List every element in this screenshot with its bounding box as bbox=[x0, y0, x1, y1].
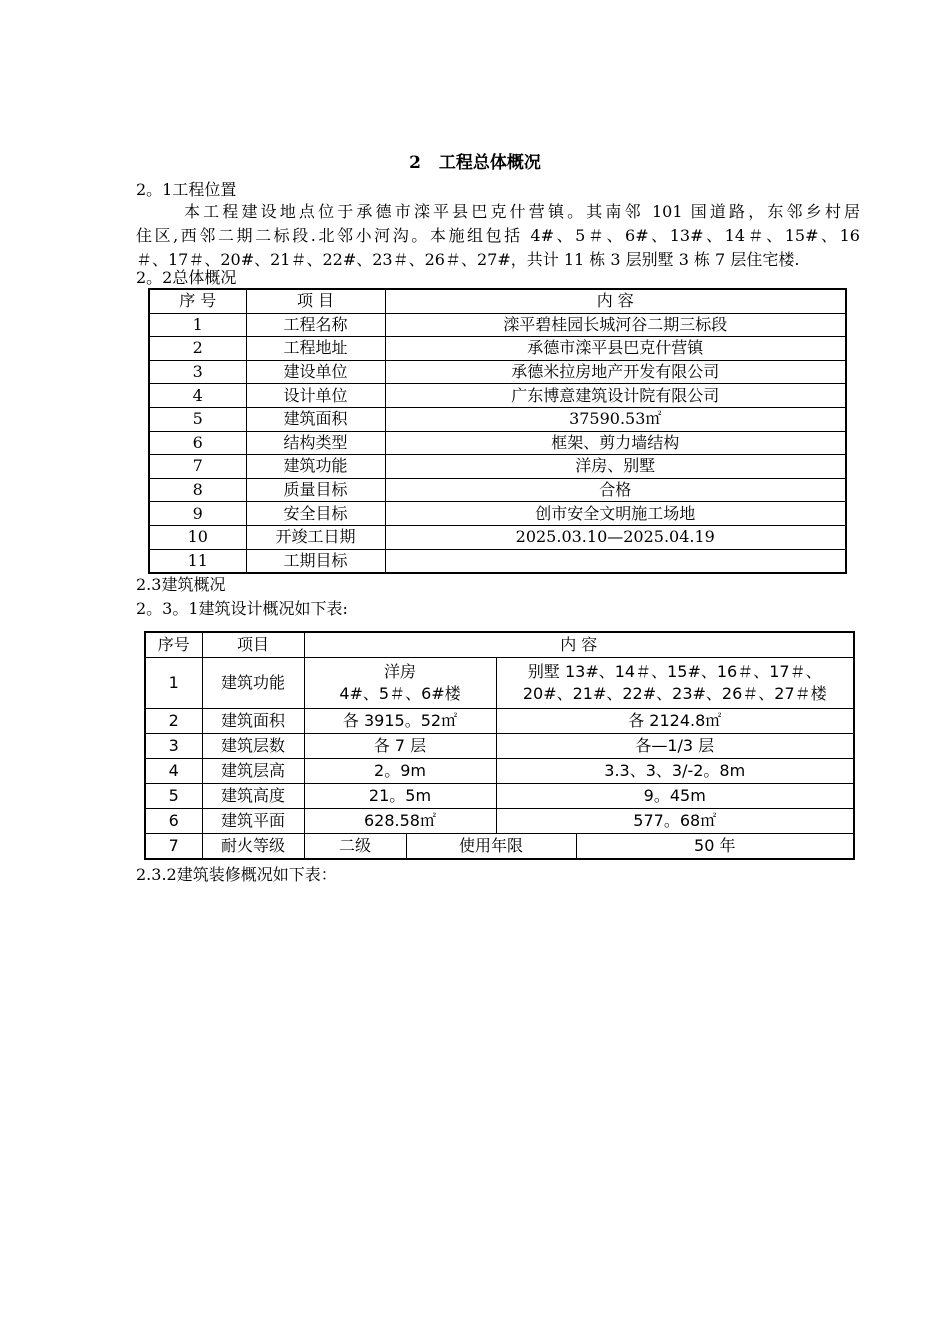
table-cell: 工期目标 bbox=[246, 549, 385, 573]
table-cell: 7 bbox=[149, 455, 246, 479]
table-cell: 建筑面积 bbox=[246, 407, 385, 431]
table-cell: 各 3915。52㎡ bbox=[304, 709, 496, 734]
table-row bbox=[145, 658, 854, 709]
table-cell: 50 年 bbox=[576, 834, 854, 860]
cell-line: 洋房 bbox=[383, 662, 416, 681]
table-cell: 建筑高度 bbox=[202, 784, 304, 809]
table-cell bbox=[496, 658, 854, 709]
table-cell: 2 bbox=[145, 709, 202, 734]
paragraph-line: 本工程建设地点位于承德市滦平县巴克什营镇。其南邻 101 国道路，东邻乡村居 bbox=[184, 202, 860, 221]
table-cell: 10 bbox=[149, 525, 246, 549]
table-row bbox=[149, 455, 846, 479]
table-cell: 37590.53㎡ bbox=[385, 407, 846, 431]
table-cell: 6 bbox=[149, 431, 246, 455]
table-cell: 8 bbox=[149, 478, 246, 502]
table-cell: 滦平碧桂园长城河谷二期三标段 bbox=[385, 313, 846, 337]
table-cell: 建筑面积 bbox=[202, 709, 304, 734]
table-row bbox=[149, 384, 846, 408]
table-header-row bbox=[149, 289, 846, 313]
table-cell: 创市安全文明施工场地 bbox=[385, 502, 846, 526]
table-cell: 耐火等级 bbox=[202, 834, 304, 860]
table-cell: 承德米拉房地产开发有限公司 bbox=[385, 360, 846, 384]
table-row bbox=[145, 809, 854, 834]
table-cell: 建筑平面 bbox=[202, 809, 304, 834]
header-cell: 项 目 bbox=[246, 289, 385, 313]
table-cell: 建筑层高 bbox=[202, 759, 304, 784]
table-cell: 安全目标 bbox=[246, 502, 385, 526]
table-cell: 各 2124.8㎡ bbox=[496, 709, 854, 734]
table-cell: 设计单位 bbox=[246, 384, 385, 408]
paragraph-line: 住区,西邻二期二标段.北邻小河沟。本施组包括 4#、5＃、6#、13#、14＃、15#、16 bbox=[136, 226, 860, 245]
table-cell: 二级 bbox=[304, 834, 406, 860]
table-cell: 9。45m bbox=[496, 784, 854, 809]
heading-2-3-1: 2。3。1建筑设计概况如下表: bbox=[136, 599, 348, 618]
cell-line: 4#、5＃、6#楼 bbox=[339, 684, 461, 703]
table-row bbox=[145, 834, 854, 860]
overview-table bbox=[148, 288, 847, 574]
table-cell: 承德市滦平县巴克什营镇 bbox=[385, 337, 846, 361]
table-cell: 7 bbox=[145, 834, 202, 860]
table-row bbox=[149, 431, 846, 455]
table-cell: 5 bbox=[149, 407, 246, 431]
table-cell: 21。5m bbox=[304, 784, 496, 809]
table-cell: 各—1/3 层 bbox=[496, 734, 854, 759]
table-row bbox=[149, 313, 846, 337]
section-title bbox=[0, 148, 950, 173]
table-cell: 628.58㎡ bbox=[304, 809, 496, 834]
paragraph-line: ＃、17＃、20#、21＃、22#、23＃、26＃、27#，共计 11 栋 3 层别墅 3 栋 7 层住宅楼. bbox=[136, 250, 800, 269]
table-cell: 3 bbox=[145, 734, 202, 759]
table-cell: 开竣工日期 bbox=[246, 525, 385, 549]
table-cell: 工程名称 bbox=[246, 313, 385, 337]
table-row bbox=[145, 759, 854, 784]
heading-2-3: 2.3建筑概况 bbox=[136, 575, 226, 594]
table-cell: 3 bbox=[149, 360, 246, 384]
table-cell: 建筑功能 bbox=[202, 658, 304, 709]
table-cell: 洋房、别墅 bbox=[385, 455, 846, 479]
table-cell: 使用年限 bbox=[406, 834, 576, 860]
table-cell bbox=[304, 658, 496, 709]
table-cell: 1 bbox=[149, 313, 246, 337]
location-paragraph bbox=[136, 200, 860, 272]
design-table bbox=[144, 631, 855, 860]
table-cell: 建筑层数 bbox=[202, 734, 304, 759]
table-cell: 2 bbox=[149, 337, 246, 361]
header-cell: 序号 bbox=[145, 632, 202, 658]
table-cell: 11 bbox=[149, 549, 246, 573]
table-cell: 4 bbox=[149, 384, 246, 408]
table-cell: 2025.03.10—2025.04.19 bbox=[385, 525, 846, 549]
table-row bbox=[149, 502, 846, 526]
table-row bbox=[149, 337, 846, 361]
table-cell: 结构类型 bbox=[246, 431, 385, 455]
table-cell: 建设单位 bbox=[246, 360, 385, 384]
header-cell: 项目 bbox=[202, 632, 304, 658]
table-row bbox=[149, 360, 846, 384]
table-cell: 建筑功能 bbox=[246, 455, 385, 479]
table-row bbox=[145, 734, 854, 759]
table-cell: 2。9m bbox=[304, 759, 496, 784]
heading-2-1: 2。1工程位置 bbox=[136, 180, 237, 199]
table-row bbox=[145, 709, 854, 734]
cell-line: 别墅 13#、14＃、15#、16＃、17＃、 bbox=[527, 662, 822, 681]
table-cell: 框架、剪力墙结构 bbox=[385, 431, 846, 455]
heading-2-3-2: 2.3.2建筑装修概况如下表： bbox=[136, 865, 337, 884]
table-cell: 质量目标 bbox=[246, 478, 385, 502]
table-row bbox=[149, 549, 846, 573]
table-row bbox=[145, 784, 854, 809]
table-row bbox=[149, 525, 846, 549]
table-cell: 合格 bbox=[385, 478, 846, 502]
table-header-row bbox=[145, 632, 854, 658]
table-cell: 1 bbox=[145, 658, 202, 709]
section-title-text: 工程总体概况 bbox=[438, 153, 541, 173]
table-cell: 6 bbox=[145, 809, 202, 834]
table-cell bbox=[385, 549, 846, 573]
table-cell: 4 bbox=[145, 759, 202, 784]
header-cell: 序 号 bbox=[149, 289, 246, 313]
header-cell: 内 容 bbox=[304, 632, 854, 658]
table-cell: 各 7 层 bbox=[304, 734, 496, 759]
table-cell: 广东博意建筑设计院有限公司 bbox=[385, 384, 846, 408]
table-row bbox=[149, 478, 846, 502]
header-cell: 内 容 bbox=[385, 289, 846, 313]
table-cell: 9 bbox=[149, 502, 246, 526]
table-row bbox=[149, 407, 846, 431]
table-cell: 577。68㎡ bbox=[496, 809, 854, 834]
table-cell: 3.3、3、3/-2。8m bbox=[496, 759, 854, 784]
cell-line: 20#、21#、22#、23#、26＃、27＃楼 bbox=[522, 684, 827, 703]
section-number: 2 bbox=[409, 153, 421, 173]
heading-2-2: 2。2总体概况 bbox=[136, 268, 237, 287]
table-cell: 5 bbox=[145, 784, 202, 809]
table-cell: 工程地址 bbox=[246, 337, 385, 361]
